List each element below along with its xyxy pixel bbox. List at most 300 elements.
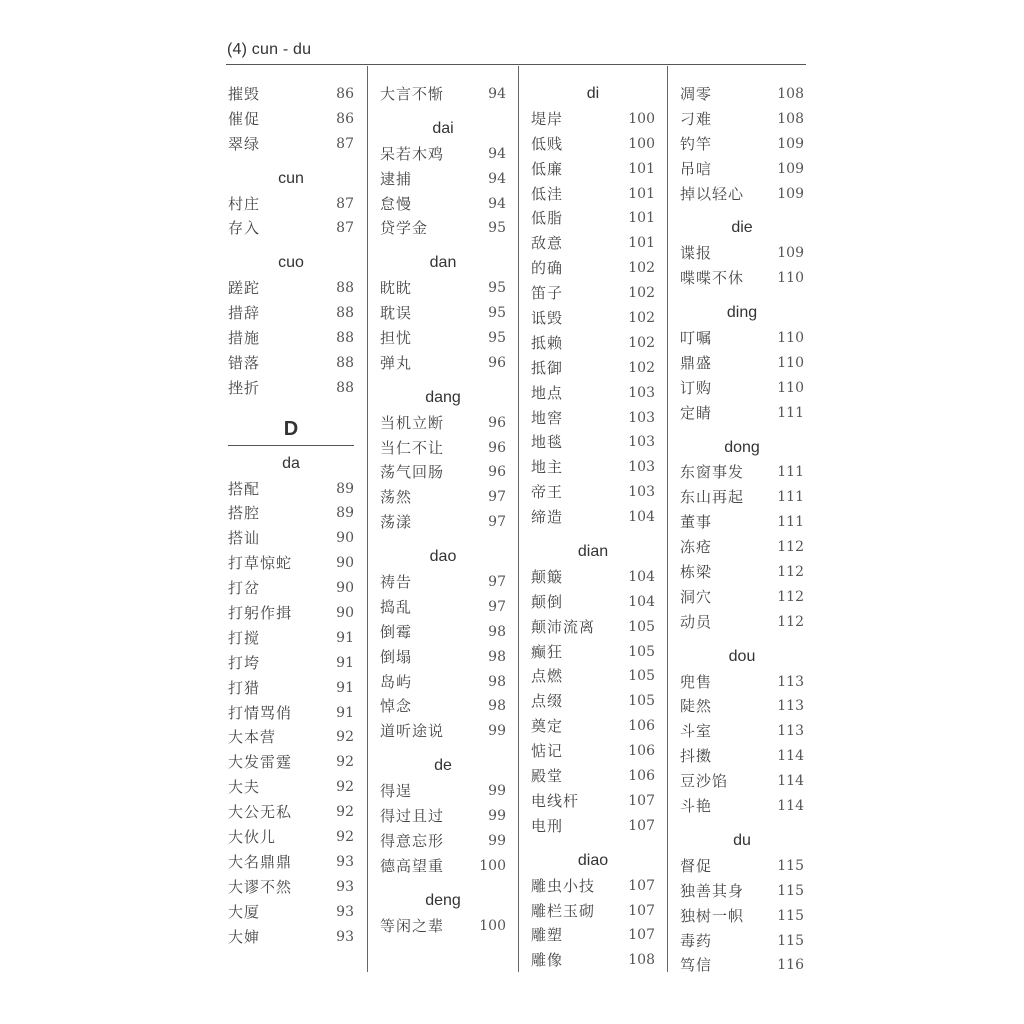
entry-page-number: 92 xyxy=(336,754,354,771)
entry-page-number: 94 xyxy=(488,86,506,102)
group-gap xyxy=(680,291,804,301)
index-entry xyxy=(531,480,655,505)
entry-page-number: 99 xyxy=(488,723,506,740)
entry-word: 癫狂 xyxy=(531,642,564,661)
index-entry xyxy=(228,276,354,301)
entry-word: 点缀 xyxy=(531,692,564,711)
index-entry xyxy=(531,565,655,590)
entry-page-number: 115 xyxy=(777,932,804,949)
pinyin-heading: cuo xyxy=(278,254,304,272)
index-entry xyxy=(680,535,804,560)
entry-page-number: 112 xyxy=(777,564,804,581)
entry-page-number: 115 xyxy=(777,882,804,899)
index-entry xyxy=(531,899,655,924)
entry-word: 斗室 xyxy=(680,722,713,741)
entry-word: 地点 xyxy=(531,383,564,402)
index-entry xyxy=(228,725,354,750)
entry-page-number: 107 xyxy=(628,877,655,894)
index-entry xyxy=(531,206,655,231)
group-gap xyxy=(531,530,655,540)
entry-page-number: 105 xyxy=(628,668,655,685)
entry-word: 低洼 xyxy=(531,184,564,203)
entry-page-number: 88 xyxy=(336,330,354,347)
pinyin-heading: deng xyxy=(425,891,461,909)
entry-word: 颠倒 xyxy=(531,592,564,611)
entry-word: 催促 xyxy=(228,109,261,128)
index-entry xyxy=(680,929,804,954)
entry-word: 凋零 xyxy=(680,85,713,103)
index-entry xyxy=(228,477,354,502)
entry-word: 豆沙馅 xyxy=(680,772,729,791)
entry-word: 捣乱 xyxy=(380,597,413,616)
index-entry xyxy=(228,132,354,157)
group-gap xyxy=(228,241,354,251)
entry-word: 大厦 xyxy=(228,902,261,921)
index-entry xyxy=(531,455,655,480)
pinyin-heading: di xyxy=(586,85,600,102)
entry-page-number: 113 xyxy=(777,698,804,715)
index-entry xyxy=(228,750,354,775)
index-entry xyxy=(531,306,655,331)
entry-page-number: 108 xyxy=(777,86,804,102)
entry-page-number: 93 xyxy=(336,903,354,920)
index-entry xyxy=(228,326,354,351)
entry-page-number: 93 xyxy=(336,878,354,895)
pinyin-heading: cun xyxy=(278,169,304,187)
entry-word: 得逞 xyxy=(380,782,413,801)
pinyin-heading: die xyxy=(731,219,753,237)
entry-page-number: 89 xyxy=(336,505,354,522)
entry-word: 诋毁 xyxy=(531,309,564,328)
entry-page-number: 95 xyxy=(488,220,506,237)
index-entry xyxy=(531,689,655,714)
entry-word: 电线杆 xyxy=(531,791,580,810)
entry-word: 抵赖 xyxy=(531,333,564,352)
entry-page-number: 87 xyxy=(336,220,354,237)
entry-word: 颠簸 xyxy=(531,567,564,586)
index-entry xyxy=(380,595,506,620)
entry-word: 打情骂俏 xyxy=(228,703,293,722)
index-entry xyxy=(531,231,655,256)
index-entry xyxy=(380,719,506,744)
entry-page-number: 111 xyxy=(777,514,804,531)
entry-page-number: 109 xyxy=(777,135,804,152)
index-entry xyxy=(380,192,506,217)
index-entry xyxy=(680,670,804,695)
index-entry xyxy=(531,132,655,157)
entry-word: 陡然 xyxy=(680,697,713,716)
entry-page-number: 114 xyxy=(777,798,804,815)
index-entry xyxy=(531,256,655,281)
section-letter-rule xyxy=(228,445,354,446)
entry-page-number: 111 xyxy=(777,489,804,506)
index-entry xyxy=(380,829,506,854)
entry-page-number: 106 xyxy=(628,718,655,735)
entry-page-number: 95 xyxy=(488,330,506,347)
index-entry xyxy=(680,460,804,485)
index-entry xyxy=(680,132,804,157)
entry-page-number: 111 xyxy=(777,404,804,421)
group-gap xyxy=(680,206,804,216)
entry-page-number: 90 xyxy=(336,580,354,597)
entry-page-number: 89 xyxy=(336,480,354,497)
index-entry xyxy=(680,585,804,610)
entry-page-number: 102 xyxy=(628,260,655,277)
index-entry xyxy=(531,739,655,764)
entry-page-number: 93 xyxy=(336,853,354,870)
index-entry xyxy=(680,376,804,401)
entry-word: 搭讪 xyxy=(228,529,261,548)
entry-page-number: 90 xyxy=(336,530,354,547)
entry-page-number: 101 xyxy=(628,210,655,227)
index-entry xyxy=(380,216,506,241)
index-entry xyxy=(680,351,804,376)
index-entry xyxy=(531,182,655,207)
entry-word: 定睛 xyxy=(680,403,713,422)
entry-page-number: 106 xyxy=(628,768,655,785)
entry-page-number: 88 xyxy=(336,379,354,396)
entry-word: 当仁不让 xyxy=(380,438,445,457)
index-entry xyxy=(680,610,804,635)
index-entry xyxy=(380,436,506,461)
entry-word: 帝王 xyxy=(531,483,564,502)
pinyin-heading: ding xyxy=(726,304,758,322)
pinyin-heading: dang xyxy=(425,388,461,406)
index-entry xyxy=(531,789,655,814)
index-entry xyxy=(531,948,655,973)
entry-page-number: 111 xyxy=(777,464,804,481)
entry-page-number: 107 xyxy=(628,927,655,944)
entry-page-number: 101 xyxy=(628,160,655,177)
entry-word: 大发雷霆 xyxy=(228,753,293,772)
entry-page-number: 110 xyxy=(777,330,804,347)
index-entry xyxy=(531,381,655,406)
index-entry xyxy=(680,241,804,266)
header-rule xyxy=(226,64,806,65)
index-entry xyxy=(228,351,354,376)
index-entry xyxy=(531,764,655,789)
entry-page-number: 104 xyxy=(628,568,655,585)
index-entry xyxy=(380,645,506,670)
index-entry xyxy=(531,406,655,431)
entry-word: 大本营 xyxy=(228,728,277,747)
entry-page-number: 100 xyxy=(479,857,506,874)
index-entry xyxy=(228,651,354,676)
entry-word: 东窗事发 xyxy=(680,463,745,482)
entry-page-number: 86 xyxy=(336,110,354,127)
index-entry xyxy=(531,714,655,739)
entry-page-number: 90 xyxy=(336,605,354,622)
index-entry xyxy=(228,216,354,241)
index-column-3 xyxy=(531,82,655,973)
index-column-1 xyxy=(228,82,354,950)
entry-page-number: 108 xyxy=(777,110,804,127)
index-entry xyxy=(228,676,354,701)
entry-word: 订购 xyxy=(680,378,713,397)
entry-word: 斗艳 xyxy=(680,797,713,816)
entry-word: 荡然 xyxy=(380,488,413,507)
entry-word: 点燃 xyxy=(531,667,564,686)
entry-word: 鼎盛 xyxy=(680,353,713,372)
index-entry xyxy=(228,82,354,107)
entry-page-number: 106 xyxy=(628,743,655,760)
entry-word: 大名鼎鼎 xyxy=(228,852,293,871)
entry-page-number: 94 xyxy=(488,145,506,162)
entry-word: 大公无私 xyxy=(228,803,293,822)
entry-word: 洞穴 xyxy=(680,587,713,606)
entry-word: 动员 xyxy=(680,612,713,631)
entry-word: 雕栏玉砌 xyxy=(531,901,596,920)
entry-word: 低脂 xyxy=(531,209,564,228)
entry-word: 搭腔 xyxy=(228,504,261,523)
entry-word: 蹉跎 xyxy=(228,279,261,298)
entry-word: 低廉 xyxy=(531,159,564,178)
entry-word: 叮嘱 xyxy=(680,329,713,348)
index-entry xyxy=(380,301,506,326)
index-entry xyxy=(380,670,506,695)
entry-page-number: 92 xyxy=(336,829,354,846)
index-entry xyxy=(228,775,354,800)
index-entry xyxy=(680,794,804,819)
pinyin-heading: diao xyxy=(577,851,609,869)
entry-word: 东山再起 xyxy=(680,488,745,507)
entry-word: 翠绿 xyxy=(228,134,261,153)
entry-word: 笛子 xyxy=(531,284,564,303)
entry-page-number: 96 xyxy=(488,354,506,371)
index-entry xyxy=(680,510,804,535)
entry-word: 的确 xyxy=(531,259,564,278)
index-entry xyxy=(380,620,506,645)
entry-page-number: 109 xyxy=(777,245,804,262)
entry-word: 谍报 xyxy=(680,244,713,263)
entry-word: 荡漾 xyxy=(380,513,413,532)
entry-word: 耽误 xyxy=(380,304,413,323)
entry-page-number: 103 xyxy=(628,484,655,501)
entry-page-number: 100 xyxy=(628,110,655,127)
entry-page-number: 93 xyxy=(336,928,354,945)
entry-page-number: 110 xyxy=(777,354,804,371)
entry-page-number: 104 xyxy=(628,593,655,610)
entry-page-number: 90 xyxy=(336,555,354,572)
entry-word: 倒霉 xyxy=(380,622,413,641)
index-entry xyxy=(531,281,655,306)
entry-page-number: 115 xyxy=(777,857,804,874)
index-entry xyxy=(531,615,655,640)
entry-page-number: 114 xyxy=(777,773,804,790)
index-entry xyxy=(680,719,804,744)
index-entry xyxy=(680,560,804,585)
entry-word: 雕虫小技 xyxy=(531,876,596,895)
entry-page-number: 103 xyxy=(628,384,655,401)
entry-word: 德高望重 xyxy=(380,856,445,875)
entry-word: 弹丸 xyxy=(380,353,413,372)
entry-word: 敌意 xyxy=(531,234,564,253)
entry-page-number: 102 xyxy=(628,285,655,302)
index-entry xyxy=(228,551,354,576)
index-entry xyxy=(380,351,506,376)
entry-page-number: 112 xyxy=(777,539,804,556)
entry-word: 雕塑 xyxy=(531,926,564,945)
entry-word: 眈眈 xyxy=(380,279,413,298)
index-entry xyxy=(531,590,655,615)
entry-word: 祷告 xyxy=(380,573,413,592)
index-entry xyxy=(228,301,354,326)
entry-page-number: 105 xyxy=(628,618,655,635)
index-entry xyxy=(228,601,354,626)
entry-page-number: 96 xyxy=(488,439,506,456)
entry-page-number: 88 xyxy=(336,305,354,322)
column-divider xyxy=(518,66,519,972)
entry-word: 低贱 xyxy=(531,134,564,153)
index-entry xyxy=(380,460,506,485)
entry-page-number: 103 xyxy=(628,459,655,476)
index-entry xyxy=(380,411,506,436)
index-entry xyxy=(531,356,655,381)
entry-word: 怠慢 xyxy=(380,194,413,213)
pinyin-heading: dian xyxy=(577,543,609,561)
index-entry xyxy=(380,485,506,510)
entry-page-number: 103 xyxy=(628,434,655,451)
entry-page-number: 100 xyxy=(628,135,655,152)
index-entry xyxy=(680,694,804,719)
index-entry xyxy=(531,505,655,530)
entry-page-number: 94 xyxy=(488,195,506,212)
entry-word: 担忧 xyxy=(380,329,413,348)
entry-page-number: 99 xyxy=(488,832,506,849)
entry-word: 搭配 xyxy=(228,479,261,498)
entry-word: 吊唁 xyxy=(680,159,713,178)
entry-word: 殿堂 xyxy=(531,767,564,786)
index-entry xyxy=(380,142,506,167)
index-entry xyxy=(380,326,506,351)
entry-page-number: 98 xyxy=(488,623,506,640)
entry-word: 打搅 xyxy=(228,628,261,647)
entry-word: 等闲之辈 xyxy=(380,916,445,935)
index-entry xyxy=(380,914,506,939)
index-entry xyxy=(380,779,506,804)
entry-word: 抵御 xyxy=(531,358,564,377)
entry-word: 地毯 xyxy=(531,433,564,452)
index-entry xyxy=(680,182,804,207)
entry-page-number: 105 xyxy=(628,693,655,710)
entry-word: 大谬不然 xyxy=(228,877,293,896)
index-entry xyxy=(680,82,804,107)
index-entry xyxy=(531,874,655,899)
entry-page-number: 95 xyxy=(488,305,506,322)
entry-page-number: 107 xyxy=(628,817,655,834)
entry-word: 大言不惭 xyxy=(380,85,445,103)
entry-word: 当机立断 xyxy=(380,413,445,432)
entry-page-number: 107 xyxy=(628,902,655,919)
index-entry xyxy=(680,107,804,132)
entry-word: 电刑 xyxy=(531,816,564,835)
index-entry xyxy=(228,875,354,900)
entry-word: 得意忘形 xyxy=(380,831,445,850)
index-entry xyxy=(380,167,506,192)
pinyin-heading: du xyxy=(733,831,751,849)
pinyin-heading: de xyxy=(434,757,452,775)
entry-word: 倒塌 xyxy=(380,647,413,666)
index-entry xyxy=(680,485,804,510)
column-divider xyxy=(367,66,368,972)
entry-word: 打猎 xyxy=(228,678,261,697)
entry-word: 悼念 xyxy=(380,697,413,716)
index-entry xyxy=(680,744,804,769)
group-gap xyxy=(531,839,655,849)
entry-page-number: 91 xyxy=(336,654,354,671)
group-gap xyxy=(680,819,804,829)
entry-word: 奠定 xyxy=(531,717,564,736)
entry-word: 逮捕 xyxy=(380,169,413,188)
entry-word: 栋梁 xyxy=(680,563,713,582)
entry-page-number: 99 xyxy=(488,783,506,800)
entry-word: 毒药 xyxy=(680,931,713,950)
index-entry xyxy=(228,376,354,401)
entry-page-number: 105 xyxy=(628,643,655,660)
entry-word: 摧毁 xyxy=(228,85,261,103)
entry-word: 措辞 xyxy=(228,304,261,323)
index-entry xyxy=(380,694,506,719)
pinyin-heading: dou xyxy=(728,647,756,665)
group-gap xyxy=(380,879,506,889)
pinyin-heading: dao xyxy=(429,548,457,566)
entry-word: 贷学金 xyxy=(380,219,429,238)
index-entry xyxy=(380,82,506,107)
index-entry xyxy=(380,570,506,595)
index-entry xyxy=(228,825,354,850)
entry-page-number: 107 xyxy=(628,792,655,809)
entry-page-number: 96 xyxy=(488,464,506,481)
group-gap xyxy=(380,535,506,545)
entry-page-number: 91 xyxy=(336,704,354,721)
entry-page-number: 102 xyxy=(628,359,655,376)
entry-page-number: 101 xyxy=(628,235,655,252)
index-entry xyxy=(531,157,655,182)
index-entry xyxy=(531,814,655,839)
index-entry xyxy=(680,904,804,929)
index-entry xyxy=(228,192,354,217)
entry-page-number: 109 xyxy=(777,160,804,177)
entry-word: 存入 xyxy=(228,219,261,238)
group-gap xyxy=(380,107,506,117)
index-entry xyxy=(228,107,354,132)
index-entry xyxy=(680,266,804,291)
entry-page-number: 104 xyxy=(628,509,655,526)
entry-page-number: 101 xyxy=(628,185,655,202)
entry-word: 打垮 xyxy=(228,653,261,672)
entry-page-number: 98 xyxy=(488,673,506,690)
entry-page-number: 103 xyxy=(628,409,655,426)
entry-word: 独树一帜 xyxy=(680,906,745,925)
index-column-2 xyxy=(380,82,506,939)
entry-word: 督促 xyxy=(680,856,713,875)
index-entry xyxy=(228,800,354,825)
entry-page-number: 88 xyxy=(336,280,354,297)
entry-page-number: 110 xyxy=(777,379,804,396)
entry-word: 地主 xyxy=(531,458,564,477)
entry-page-number: 108 xyxy=(628,952,655,969)
running-head: (4) cun - du xyxy=(227,41,312,58)
column-divider xyxy=(667,66,668,972)
pinyin-heading: dong xyxy=(724,438,760,456)
entry-word: 雕像 xyxy=(531,951,564,970)
entry-page-number: 110 xyxy=(777,270,804,287)
entry-page-number: 112 xyxy=(777,613,804,630)
entry-word: 打躬作揖 xyxy=(228,604,293,623)
entry-page-number: 114 xyxy=(777,748,804,765)
entry-page-number: 97 xyxy=(488,489,506,506)
index-entry xyxy=(228,576,354,601)
